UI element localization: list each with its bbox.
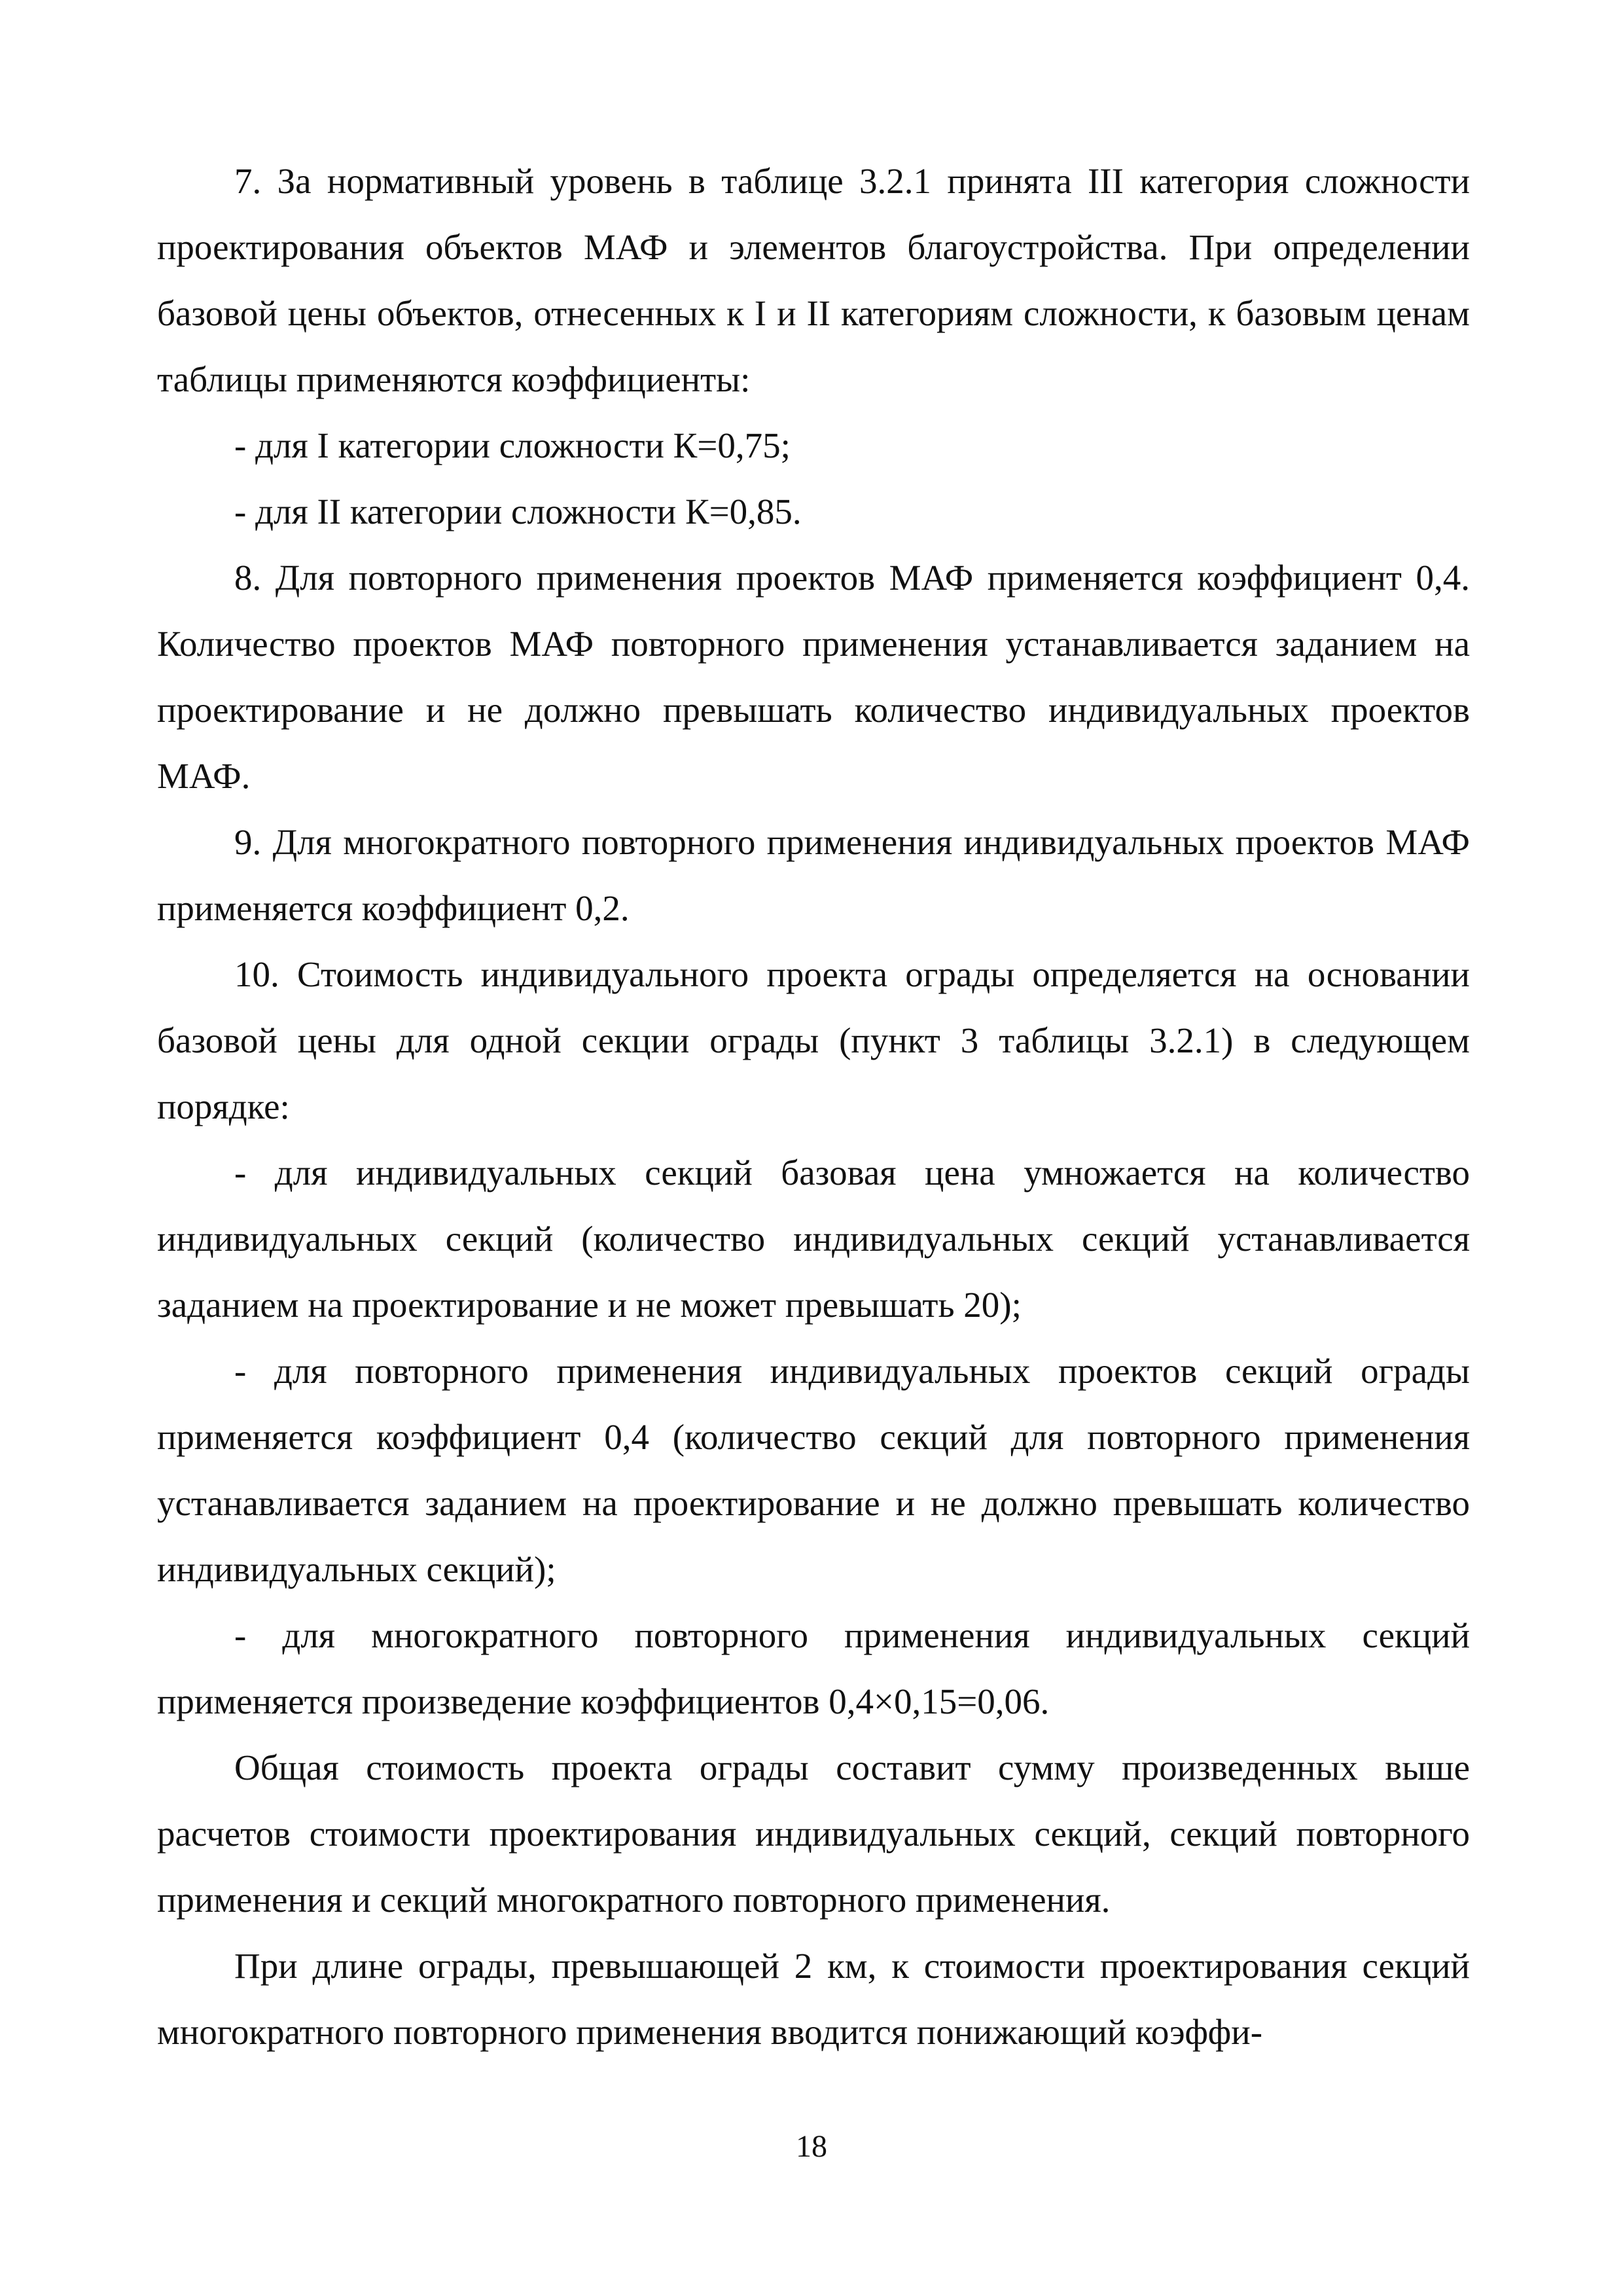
list-item-individual-sections: - для индивидуальных секций базовая цена умножается на количество индивидуальных секций (количество индивидуальных секций устанавливается заданием на проектирование и не может превышать 20); <box>157 1153 1470 1325</box>
paragraph-total-cost: Общая стоимость проекта ограды составит сумму произведенных выше расчетов стоимости проектирования индивидуальных секций, секций повторного применения и секций многократного повторного применения. <box>157 1748 1470 1920</box>
list-item-category-1: - для I категории сложности К=0,75; <box>234 425 791 465</box>
paragraph-item-10: 10. Стоимость индивидуального проекта ограды определяется на основании базовой цены для одной секции ограды (пункт 3 таблицы 3.2.1) в следующем порядке: <box>157 954 1470 1126</box>
list-item-repeated-sections: - для повторного применения индивидуальных проектов секций ограды применяется коэффициент 0,4 (количество секций для повторного применения устанавливается заданием на проектирование и не должно превышать количество индивидуальных секций); <box>157 1351 1470 1589</box>
body-text <box>157 148 1470 2065</box>
paragraph-item-7: 7. За нормативный уровень в таблице 3.2.1 принята III категория сложности проектирования объектов МАФ и элементов благоустройства. При определении базовой цены объектов, отнесенных к I и II категориям сложности, к базовым ценам таблицы применяются коэффициенты: <box>157 161 1470 399</box>
page-number: 18 <box>796 2129 827 2164</box>
paragraph-item-8: 8. Для повторного применения проектов МАФ применяется коэффициент 0,4. Количество проектов МАФ повторного применения устанавливается заданием на проектирование и не должно превышать количество индивидуальных проектов МАФ. <box>157 558 1470 796</box>
paragraph-item-9: 9. Для многократного повторного применения индивидуальных проектов МАФ применяется коэффициент 0,2. <box>157 822 1470 928</box>
list-item-category-2: - для II категории сложности К=0,85. <box>234 492 802 531</box>
list-item-multiple-repeated-sections: - для многократного повторного применения индивидуальных секций применяется произведение коэффициентов 0,4×0,15=0,06. <box>157 1615 1470 1721</box>
paragraph-fence-length: При длине ограды, превышающей 2 км, к стоимости проектирования секций многократного повторного применения вводится понижающий коэффи- <box>157 1946 1470 2052</box>
